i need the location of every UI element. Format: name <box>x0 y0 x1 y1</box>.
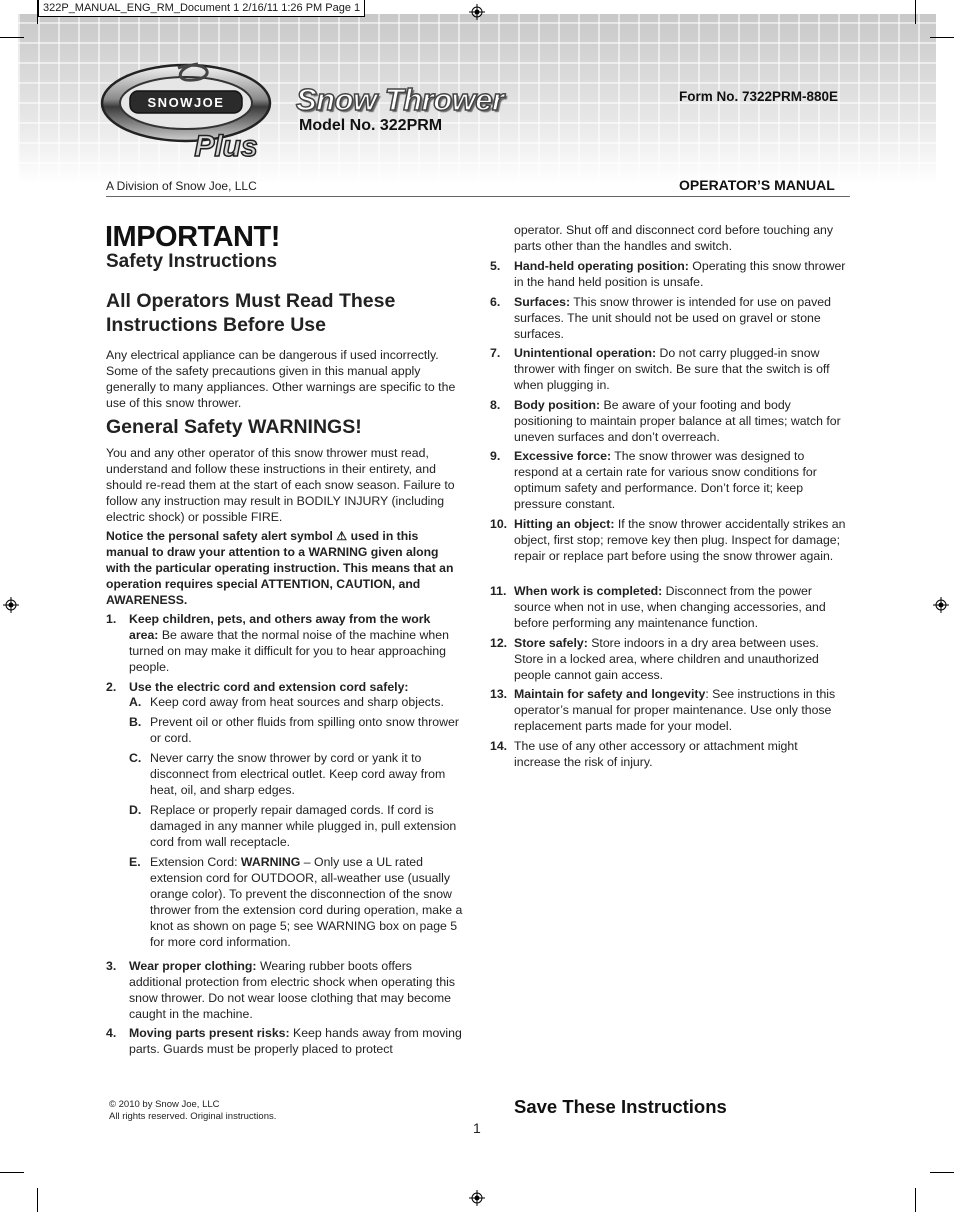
crop-mark <box>915 1188 916 1212</box>
header-rule <box>106 196 850 197</box>
crop-mark <box>0 1172 24 1173</box>
snowjoe-plus-logo <box>98 58 288 168</box>
subitem-letter: A. <box>129 695 142 709</box>
item-text: If the snow thrower accidentally strikes an object, first stop; remove key then plug. Inspect for damage; repair or replace part before using the snow thrower again. <box>514 517 846 563</box>
item-title: Moving parts present risks: <box>129 1026 290 1040</box>
item-text: Disconnect from the power source when not in use, when changing accessories, and before performing any maintenance function. <box>514 584 826 630</box>
item-title: Surfaces: <box>514 295 571 309</box>
general-warnings-heading: General Safety WARNINGS! <box>106 416 362 438</box>
list-item-1 <box>106 611 462 675</box>
registration-mark-icon <box>469 1190 485 1206</box>
item-text: Operating this snow thrower in the hand held position is unsafe. <box>514 259 846 289</box>
item-number: 8. <box>490 398 501 412</box>
safety-instructions-heading: Safety Instructions <box>106 251 278 272</box>
form-number: Form No. 7322PRM-880E <box>679 89 839 104</box>
item-number: 3. <box>106 959 117 973</box>
item-number: 11. <box>490 584 507 598</box>
division-text: A Division of Snow Joe, LLC <box>106 179 257 193</box>
rights-line: All rights reserved. Original instructions. <box>109 1111 277 1122</box>
list-item-10 <box>490 516 846 580</box>
item-text: : See instructions in this operator’s manual for proper maintenance. Use only those replacement parts made for your model. <box>514 687 836 733</box>
item-text: This snow thrower is intended for use on paved surfaces. The unit should not be used on gravel or stone surfaces. <box>514 295 831 341</box>
list-subitem-2e <box>129 854 463 950</box>
list-item-9 <box>490 448 846 512</box>
must-read-heading: All Operators Must Read These Instructions Before Use <box>106 290 396 336</box>
item-number: 10. <box>490 517 508 531</box>
copyright-notice <box>109 1099 276 1123</box>
model-number: Model No. 322PRM <box>299 117 443 134</box>
save-instructions-heading: Save These Instructions <box>514 1096 727 1117</box>
item-title: Hand-held operating position: <box>514 259 689 273</box>
page-number: 1 <box>473 1120 481 1136</box>
subitem-letter: B. <box>129 715 142 729</box>
registration-mark-icon <box>3 597 19 613</box>
subitem-prefix: Extension Cord: <box>150 855 241 869</box>
item-title: Keep children, pets, and others away from the work area: <box>129 612 431 642</box>
important-heading: IMPORTANT! <box>105 221 280 253</box>
item-text: Do not carry plugged-in snow thrower with finger on switch. Be sure that the switch is off when plugging in. <box>514 346 830 392</box>
item-number: 12. <box>490 636 508 650</box>
list-item-12 <box>490 635 846 683</box>
item-title: Store safely: <box>514 636 588 650</box>
safety-alert-notice: Notice the personal safety alert symbol ⚠ used in this manual to draw your attention to a WARNING given along with the particular operating instruction. This means that an operation requires special ATTENTION, CAUTION, and AWARENESS. <box>106 529 454 607</box>
list-item-3 <box>106 958 462 1022</box>
crop-mark <box>37 1188 38 1212</box>
product-title: Snow Thrower <box>296 82 504 117</box>
item-text: The snow thrower was designed to respond at a certain rate for various snow conditions for optimum safety and performance. Don’t force it; keep pressure constant. <box>514 449 817 511</box>
subitem-letter: C. <box>129 751 142 765</box>
item-title: Unintentional operation: <box>514 346 657 360</box>
item-text: Be aware that the normal noise of the machine when turned on may make it difficult for you to hear approaching people. <box>129 628 449 674</box>
list-item-2 <box>106 679 462 695</box>
list-item-11 <box>490 583 846 631</box>
item-number: 13. <box>490 687 508 701</box>
crop-mark <box>0 37 24 38</box>
intro-paragraph: Any electrical appliance can be dangerous if used incorrectly. Some of the safety precautions given in this manual apply generally to many appliances. Other warnings are specific to the use of this snow thrower. <box>106 348 456 410</box>
item-4-continued: operator. Shut off and disconnect cord before touching any parts other than the handles and switch. <box>514 223 834 253</box>
crop-mark <box>930 37 954 38</box>
copyright-line: © 2010 by Snow Joe, LLC <box>109 1099 220 1110</box>
subitem-text: Replace or properly repair damaged cords. If cord is damaged in any manner while plugged in, pull extension cord from wall receptacle. <box>150 803 457 849</box>
general-warnings-paragraph: You and any other operator of this snow thrower must read, understand and follow these instructions in their entirety, and should re-read them at the start of each snow season. Failure to follow any instruction may result in BODILY INJURY (including electric shock) or possible FIRE. <box>106 446 455 524</box>
item-number: 14. <box>490 739 508 753</box>
file-slug: 322P_MANUAL_ENG_RM_Document 1 2/16/11 1:26 PM Page 1 <box>38 0 365 17</box>
operators-manual-label: OPERATOR’S MANUAL <box>679 177 835 193</box>
list-item-13 <box>490 686 846 734</box>
list-subitem-2d <box>129 802 463 850</box>
subitem-letter: E. <box>129 855 141 869</box>
item-number: 4. <box>106 1026 117 1040</box>
subitem-letter: D. <box>129 803 142 817</box>
logo-wordmark: SNOWJOE <box>147 95 225 110</box>
item-title: Hitting an object: <box>514 517 615 531</box>
item-text: The use of any other accessory or attachment might increase the risk of injury. <box>514 739 798 769</box>
item-title: When work is completed: <box>514 584 663 598</box>
list-item-7 <box>490 345 846 393</box>
item-text: Be aware of your footing and body positioning to maintain proper balance at all times; watch for uneven surfaces and don’t overreach. <box>514 398 841 444</box>
item-text: Keep hands away from moving parts. Guards must be properly placed to protect <box>129 1026 462 1056</box>
item-number: 5. <box>490 259 501 273</box>
list-item-14 <box>490 738 846 770</box>
crop-mark <box>915 0 916 24</box>
item-number: 1. <box>106 612 117 626</box>
item-title: Excessive force: <box>514 449 612 463</box>
item-number: 6. <box>490 295 501 309</box>
subitem-text: Prevent oil or other fluids from spilling onto snow thrower or cord. <box>150 715 459 745</box>
list-item-4 <box>106 1025 462 1057</box>
registration-mark-icon <box>469 4 485 20</box>
registration-mark-icon <box>933 597 949 613</box>
item-title: Maintain for safety and longevity <box>514 687 706 701</box>
item-number: 9. <box>490 449 501 463</box>
item-text: Wearing rubber boots offers additional protection from electric shock when operating this snow thrower. Do not wear loose clothing that may become caught in the machine. <box>129 959 456 1021</box>
item-text: Store indoors in a dry area between uses. Store in a locked area, where children and unauthorized people cannot gain access. <box>514 636 819 682</box>
item-number: 7. <box>490 346 501 360</box>
list-subitem-2b <box>129 714 463 746</box>
logo-plus: Plus <box>194 130 258 163</box>
crop-mark <box>930 1172 954 1173</box>
subitem-text: Never carry the snow thrower by cord or yank it to disconnect from electrical outlet. Keep cord away from heat, oil, and sharp edges. <box>150 751 446 797</box>
list-subitem-2c <box>129 750 463 798</box>
warning-word: WARNING <box>240 855 301 869</box>
list-item-5 <box>490 258 846 290</box>
list-subitem-2a <box>129 694 463 710</box>
item-title: Wear proper clothing: <box>129 959 257 973</box>
item-title: Use the electric cord and extension cord safely: <box>129 680 409 694</box>
list-item-6 <box>490 294 846 342</box>
item-number: 2. <box>106 680 117 694</box>
list-item-8 <box>490 397 846 445</box>
subitem-text: Keep cord away from heat sources and sharp objects. <box>150 695 444 709</box>
item-title: Body position: <box>514 398 601 412</box>
subitem-text: – Only use a UL rated extension cord for OUTDOOR, all-weather use (usually orange color). To prevent the disconnection of the snow thrower from the extension cord during operation, make a knot as shown on page 5; see WARNING box on page 5 for more cord information. <box>150 855 463 949</box>
